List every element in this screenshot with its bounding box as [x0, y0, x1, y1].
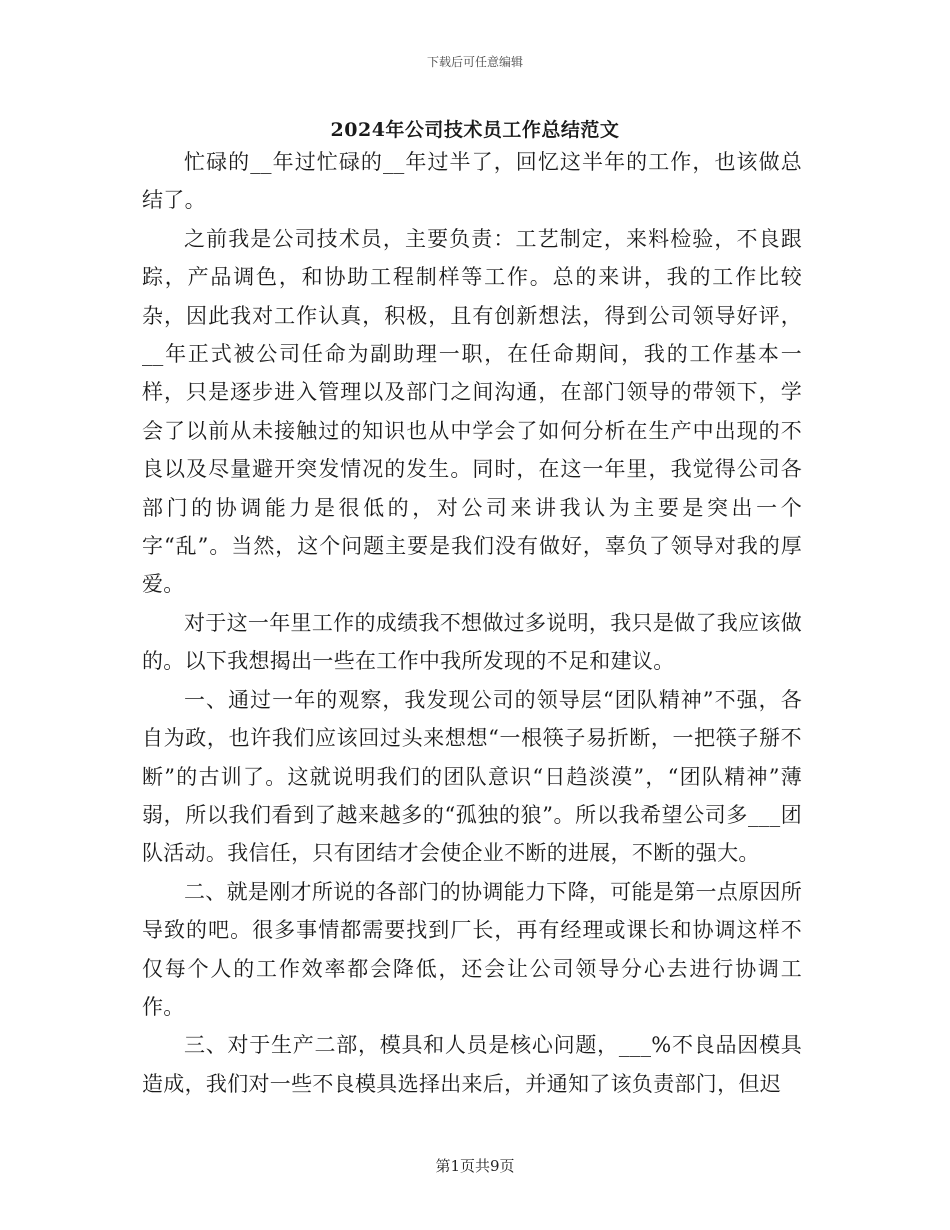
- paragraph: 一、通过一年的观察，我发现公司的领导层“团队精神”不强，各自为政，也许我们应该回过头来想想“一根筷子易折断，一把筷子掰不断”的古训了。这就说明我们的团队意识“日趋淡漠”，“团队精神”薄弱，所以我们看到了越来越多的“孤独的狼”。所以我希望公司多___团队活动。我信任，只有团结才会使企业不断的进展，不断的强大。: [142, 687, 802, 866]
- document-body: [142, 143, 802, 1103]
- paragraph: 三、对于生产二部，模具和人员是核心问题，___%不良品因模具造成，我们对一些不良模具选择出来后，并通知了该负责部门，但迟: [142, 1033, 802, 1096]
- paragraph: 忙碌的__年过忙碌的__年过半了，回忆这半年的工作，也该做总结了。: [142, 150, 802, 213]
- paragraph: 对于这一年里工作的成绩我不想做过多说明，我只是做了我应该做的。以下我想揭出一些在工作中我所发现的不足和建议。: [142, 610, 802, 674]
- paragraph: 二、就是刚才所说的各部门的协调能力下降，可能是第一点原因所导致的吧。很多事情都需要找到厂长，再有经理或课长和协调这样不仅每个人的工作效率都会降低，还会让公司领导分心去进行协调工作。: [142, 879, 802, 1019]
- page-header-note: 下载后可任意编辑: [426, 55, 523, 69]
- document-title: 2024年公司技术员工作总结范文: [330, 119, 620, 141]
- paragraph: 之前我是公司技术员，主要负责：工艺制定，来料检验，不良跟踪，产品调色，和协助工程制样等工作。总的来讲，我的工作比较杂，因此我对工作认真，积极，且有创新想法，得到公司领导好评，__年正式被公司任命为副助理一职，在任命期间，我的工作基本一样，只是逐步进入管理以及部门之间沟通，在部门领导的带领下，学会了以前从未接触过的知识也从中学会了如何分析在生产中出现的不良以及尽量避开突发情况的发生。同时，在这一年里，我觉得公司各部门的协调能力是很低的，对公司来讲我认为主要是突出一个字“乱”。当然，这个问题主要是我们没有做好，辜负了领导对我的厚爱。: [142, 226, 802, 597]
- page-number: 第1页共9页: [435, 1157, 515, 1175]
